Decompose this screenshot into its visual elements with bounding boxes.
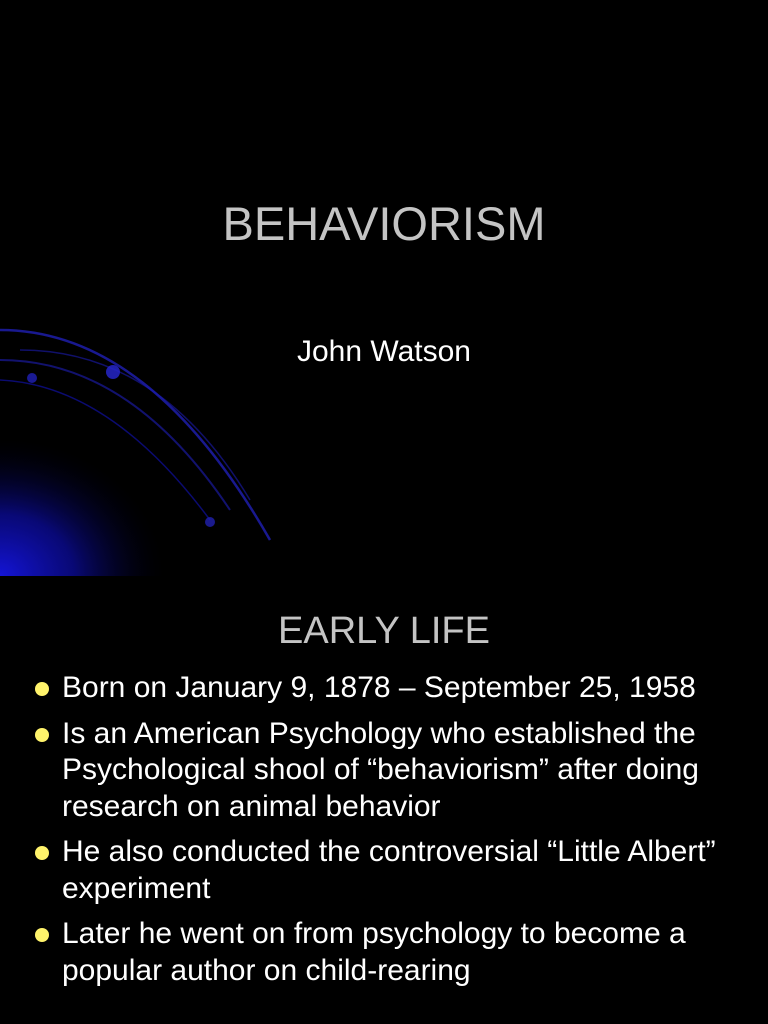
list-item	[30, 916, 750, 989]
section-heading: EARLY LIFE	[278, 610, 490, 652]
bullet-dot-icon	[35, 846, 49, 860]
bullet-text: Is an American Psychology who established the Psychological shool of “behaviorism” after doing research on animal behavior	[62, 716, 699, 823]
slide-early-life	[0, 576, 768, 1024]
bullet-dot-icon	[35, 682, 49, 696]
list-item	[30, 834, 750, 907]
slide-subtitle: John Watson	[297, 335, 471, 368]
bullet-text: Born on January 9, 1878 – September 25, 1958	[62, 671, 696, 704]
list-item	[30, 670, 750, 707]
bullet-list	[30, 670, 750, 998]
bullet-dot-icon	[35, 928, 49, 942]
bullet-dot-icon	[35, 728, 49, 742]
list-item	[30, 716, 750, 826]
bullet-text: Later he went on from psychology to become a popular author on child-rearing	[62, 917, 686, 987]
bullet-text: He also conducted the controversial “Little Albert” experiment	[62, 835, 716, 905]
slide-title-heading: BEHAVIORISM	[222, 197, 546, 250]
